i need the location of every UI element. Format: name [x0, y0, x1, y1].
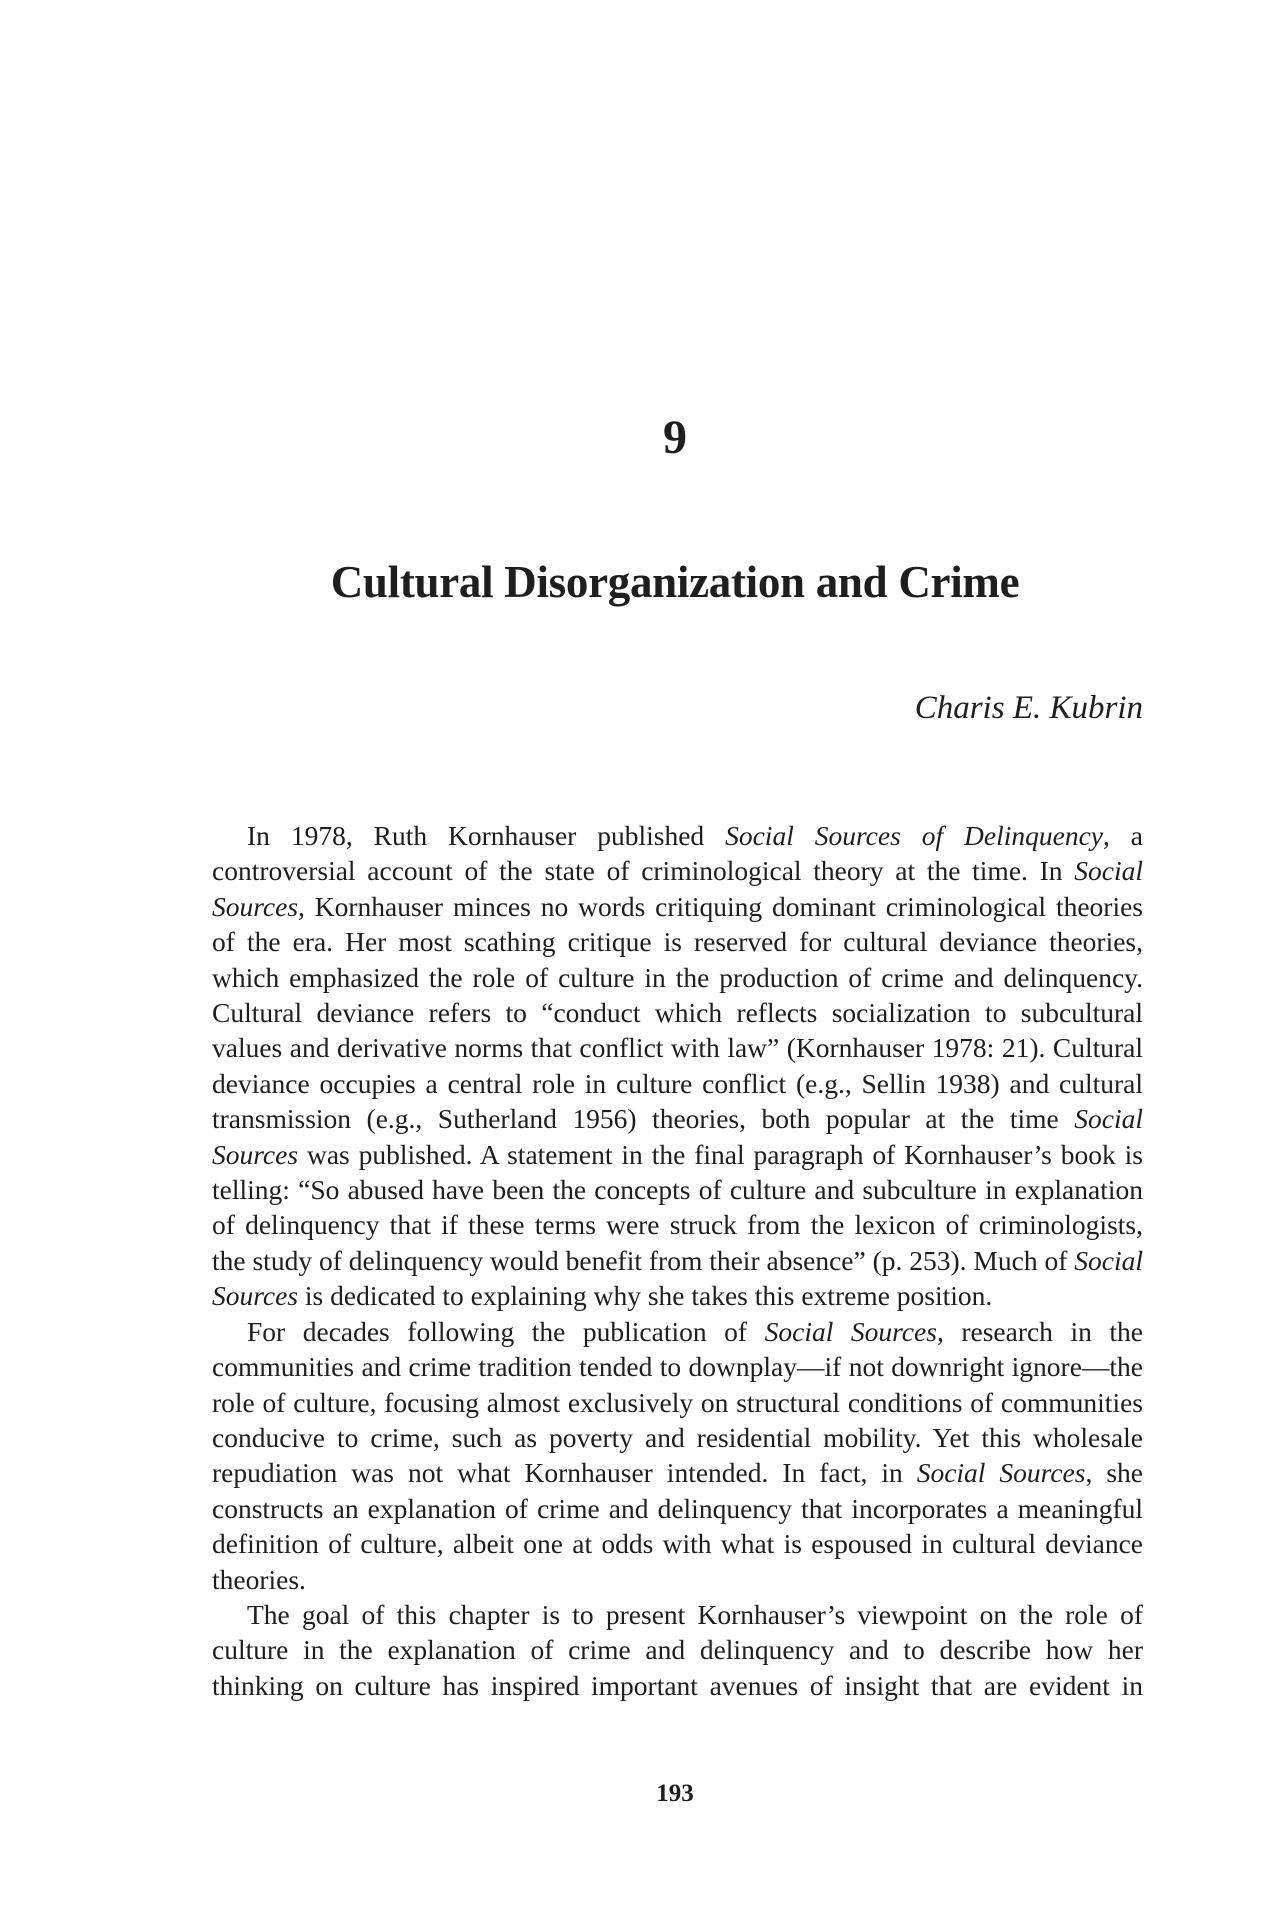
body-text	[212, 818, 1143, 1703]
paragraph	[212, 1314, 1143, 1597]
text-segment: The goal of this chapter is to present Kornhauser’s viewpoint on the role of culture in the explanation of crime and delinquency and to describe how her thinking on culture has inspired important avenues of insight that are evident in	[212, 1598, 1143, 1701]
italic-title-segment: Social Sources	[212, 855, 1143, 922]
italic-title-segment: Social Sources of Delinquency	[725, 820, 1103, 851]
text-segment: is dedicated to explaining why she takes this extreme position.	[298, 1280, 993, 1312]
text-segment: , a controversial account of the state of criminological theory at the time. In	[212, 820, 1143, 887]
chapter-number: 9	[663, 411, 687, 464]
italic-title-segment: Social Sources	[916, 1457, 1086, 1489]
text-segment: In 1978, Ruth Kornhauser published	[247, 820, 726, 851]
text-segment: , she constructs an explanation of crime and delinquency that incorporates a meaningful definition of culture, albeit one at odds with what is espoused in cultural deviance theories.	[212, 1457, 1143, 1595]
italic-title-segment: Social Sources	[212, 1244, 1143, 1312]
paragraph	[212, 818, 1143, 1314]
text-segment: , Kornhauser minces no words critiquing dominant criminological theories of the era. Her most scathing critique is reserved for cultural deviance theories, which emphasized the role of culture in the production of crime and delinquency. Cultural deviance refers to “conduct which reflects socialization to subcultural values and derivative norms that conflict with law” (Kornhauser 1978: 21). Cultural deviance occupies a central role in culture conflict (e.g., Sellin 1938) and cultural transmission (e.g., Sutherland 1956) theories, both popular at the time	[212, 890, 1143, 1135]
italic-title-segment: Social Sources	[212, 1103, 1143, 1170]
chapter-author: Charis E. Kubrin	[914, 690, 1143, 726]
page-number: 193	[656, 1780, 694, 1807]
text-segment: was published. A statement in the final paragraph of Kornhauser’s book is telling: “So abused have been the concepts of culture and subculture in explanation of delinquency that if these terms were struck from the lexicon of criminologists, the study of delinquency would benefit from their absence” (p. 253). Much of	[212, 1138, 1143, 1276]
paragraph	[212, 1597, 1143, 1703]
chapter-title: Cultural Disorganization and Crime	[330, 557, 1020, 607]
italic-title-segment: Social Sources	[764, 1315, 937, 1347]
text-segment: For decades following the publication of	[247, 1315, 765, 1347]
text-segment: , research in the communities and crime tradition tended to downplay—if not downright ignore—the role of culture, focusing almost exclusively on structural conditions of communities conducive to crime, such as poverty and residential mobility. Yet this wholesale repudiation was not what Kornhauser intended. In fact, in	[212, 1315, 1143, 1489]
